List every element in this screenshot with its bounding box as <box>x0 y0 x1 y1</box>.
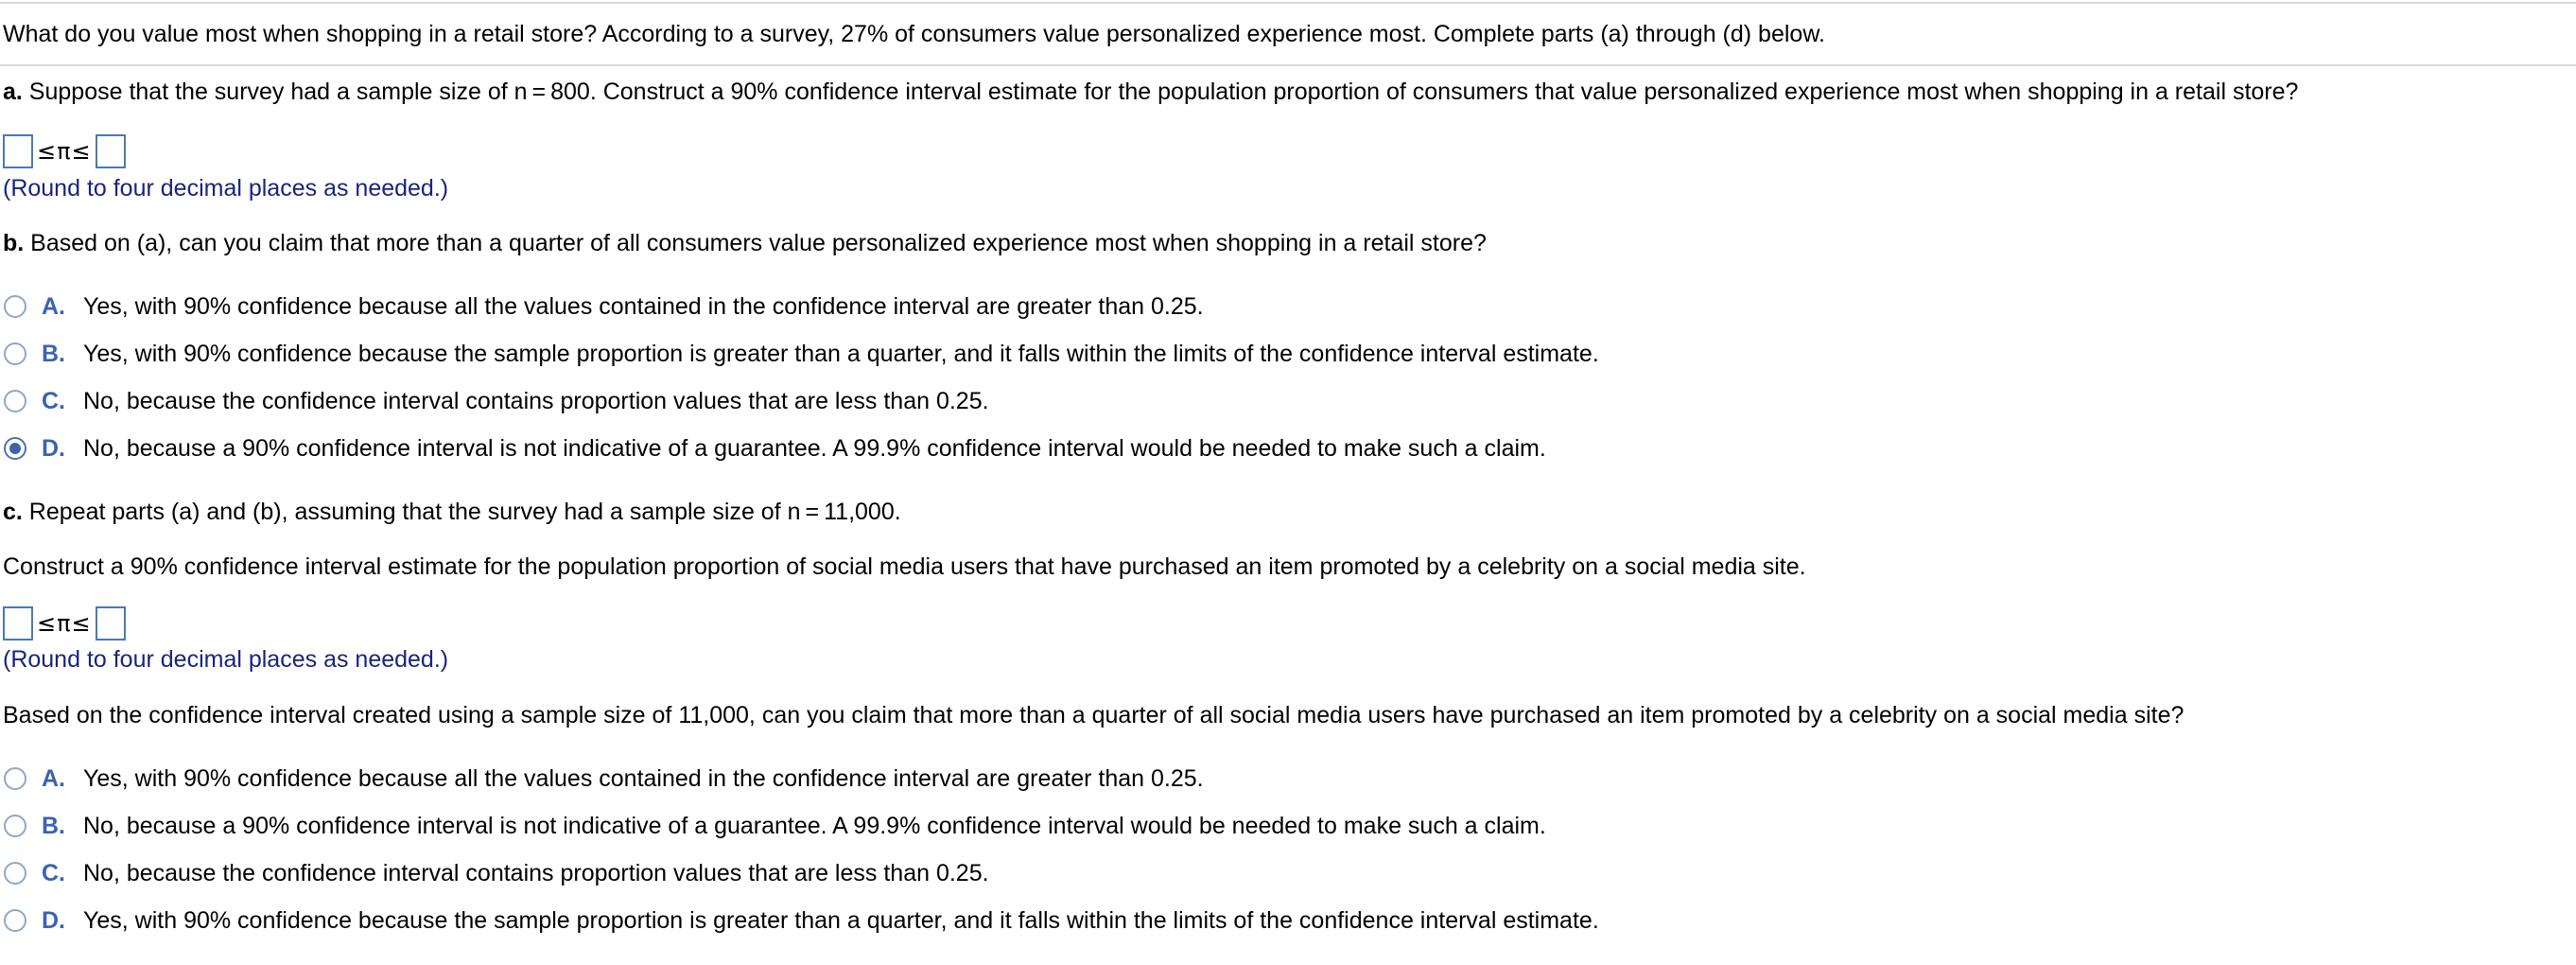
part-b-option-c-text: No, because the confidence interval contains proportion values that are less than 0.25. <box>83 388 989 414</box>
question-intro: What do you value most when shopping in a retail store? According to a survey, 27% of consumers value personalized experience most. Complete parts (a) through (d) below. <box>3 21 1825 47</box>
part-b-radio-a[interactable] <box>4 295 26 318</box>
part-c-prompt <box>3 498 901 526</box>
part-b-option-a-text: Yes, with 90% confidence because all the values contained in the confidence interval are greater than 0.25. <box>83 293 1204 320</box>
part-b-option-a-letter: A. <box>42 292 65 320</box>
part-b-radio-b[interactable] <box>4 342 26 365</box>
part-b-option-b-text: Yes, with 90% confidence because the sample proportion is greater than a quarter, and it falls within the limits of the confidence interval estimate. <box>83 341 1599 367</box>
part-c-inequality: ≤π≤ <box>37 610 92 637</box>
part-c-option-a[interactable] <box>4 763 1204 795</box>
part-c-interval <box>3 605 126 642</box>
part-a-text: Suppose that the survey had a sample size of n = 800. Construct a 90% confidence interval estimate for the population proportion of consumers that value personalized experience most when shopping in a retail store? <box>22 79 2299 105</box>
intro-divider <box>0 64 2576 66</box>
part-c-radio-b[interactable] <box>4 815 26 837</box>
part-c-upper-bound-input[interactable] <box>96 606 126 640</box>
part-b-radio-d[interactable] <box>4 437 26 460</box>
part-c-radio-d[interactable] <box>4 909 26 932</box>
part-b-label: b. <box>3 230 25 256</box>
part-b-option-c-letter: C. <box>42 387 65 414</box>
part-c-lower-bound-input[interactable] <box>3 606 33 640</box>
part-b-option-c[interactable] <box>4 385 989 417</box>
top-divider <box>0 2 2576 4</box>
part-c-option-b-letter: B. <box>42 812 65 839</box>
part-c-option-a-text: Yes, with 90% confidence because all the values contained in the confidence interval are greater than 0.25. <box>83 765 1204 792</box>
part-c-option-c-text: No, because the confidence interval contains proportion values that are less than 0.25. <box>83 860 989 886</box>
part-a-interval <box>3 132 126 170</box>
part-b-text: Based on (a), can you claim that more than a quarter of all consumers value personalized experience most when shopping in a retail store? <box>24 230 1487 256</box>
part-c-rounding-hint: (Round to four decimal places as needed.) <box>3 646 449 673</box>
part-c-radio-c[interactable] <box>4 862 26 885</box>
part-b-option-a[interactable] <box>4 290 1204 323</box>
part-b-option-d[interactable] <box>4 432 1546 465</box>
part-a-upper-bound-input[interactable] <box>96 134 126 168</box>
part-a-label: a. <box>3 79 23 105</box>
part-c-text: Repeat parts (a) and (b), assuming that the survey had a sample size of n = 11,000. <box>22 499 901 525</box>
part-a-inequality: ≤π≤ <box>37 138 92 165</box>
part-c-option-c-letter: C. <box>42 859 65 886</box>
part-b-option-d-letter: D. <box>42 434 65 462</box>
part-a-prompt <box>3 78 2298 106</box>
part-a-lower-bound-input[interactable] <box>3 134 33 168</box>
part-b-option-b[interactable] <box>4 338 1599 370</box>
part-b-option-d-text: No, because a 90% confidence interval is not indicative of a guarantee. A 99.9% confidence interval would be needed to make such a claim. <box>83 435 1546 462</box>
part-c-label: c. <box>3 499 23 525</box>
part-c-option-a-letter: A. <box>42 764 65 792</box>
part-c-option-d-letter: D. <box>42 906 65 934</box>
part-b-radio-c[interactable] <box>4 390 26 412</box>
part-c-question: Based on the confidence interval created using a sample size of 11,000, can you claim that more than a quarter of all social media users have purchased an item promoted by a celebrity on a social media site? <box>3 702 2184 728</box>
part-c-option-c[interactable] <box>4 857 989 889</box>
part-b-option-b-letter: B. <box>42 340 65 367</box>
part-c-radio-a[interactable] <box>4 767 26 790</box>
part-a-rounding-hint: (Round to four decimal places as needed.) <box>3 175 449 202</box>
part-c-option-b[interactable] <box>4 810 1546 842</box>
part-c-option-d[interactable] <box>4 904 1599 937</box>
part-c-option-d-text: Yes, with 90% confidence because the sample proportion is greater than a quarter, and it falls within the limits of the confidence interval estimate. <box>83 907 1599 934</box>
part-c-option-b-text: No, because a 90% confidence interval is not indicative of a guarantee. A 99.9% confidence interval would be needed to make such a claim. <box>83 813 1546 839</box>
part-b-prompt <box>3 229 1487 257</box>
part-c-construct-prompt: Construct a 90% confidence interval estimate for the population proportion of social media users that have purchased an item promoted by a celebrity on a social media site. <box>3 553 1806 580</box>
